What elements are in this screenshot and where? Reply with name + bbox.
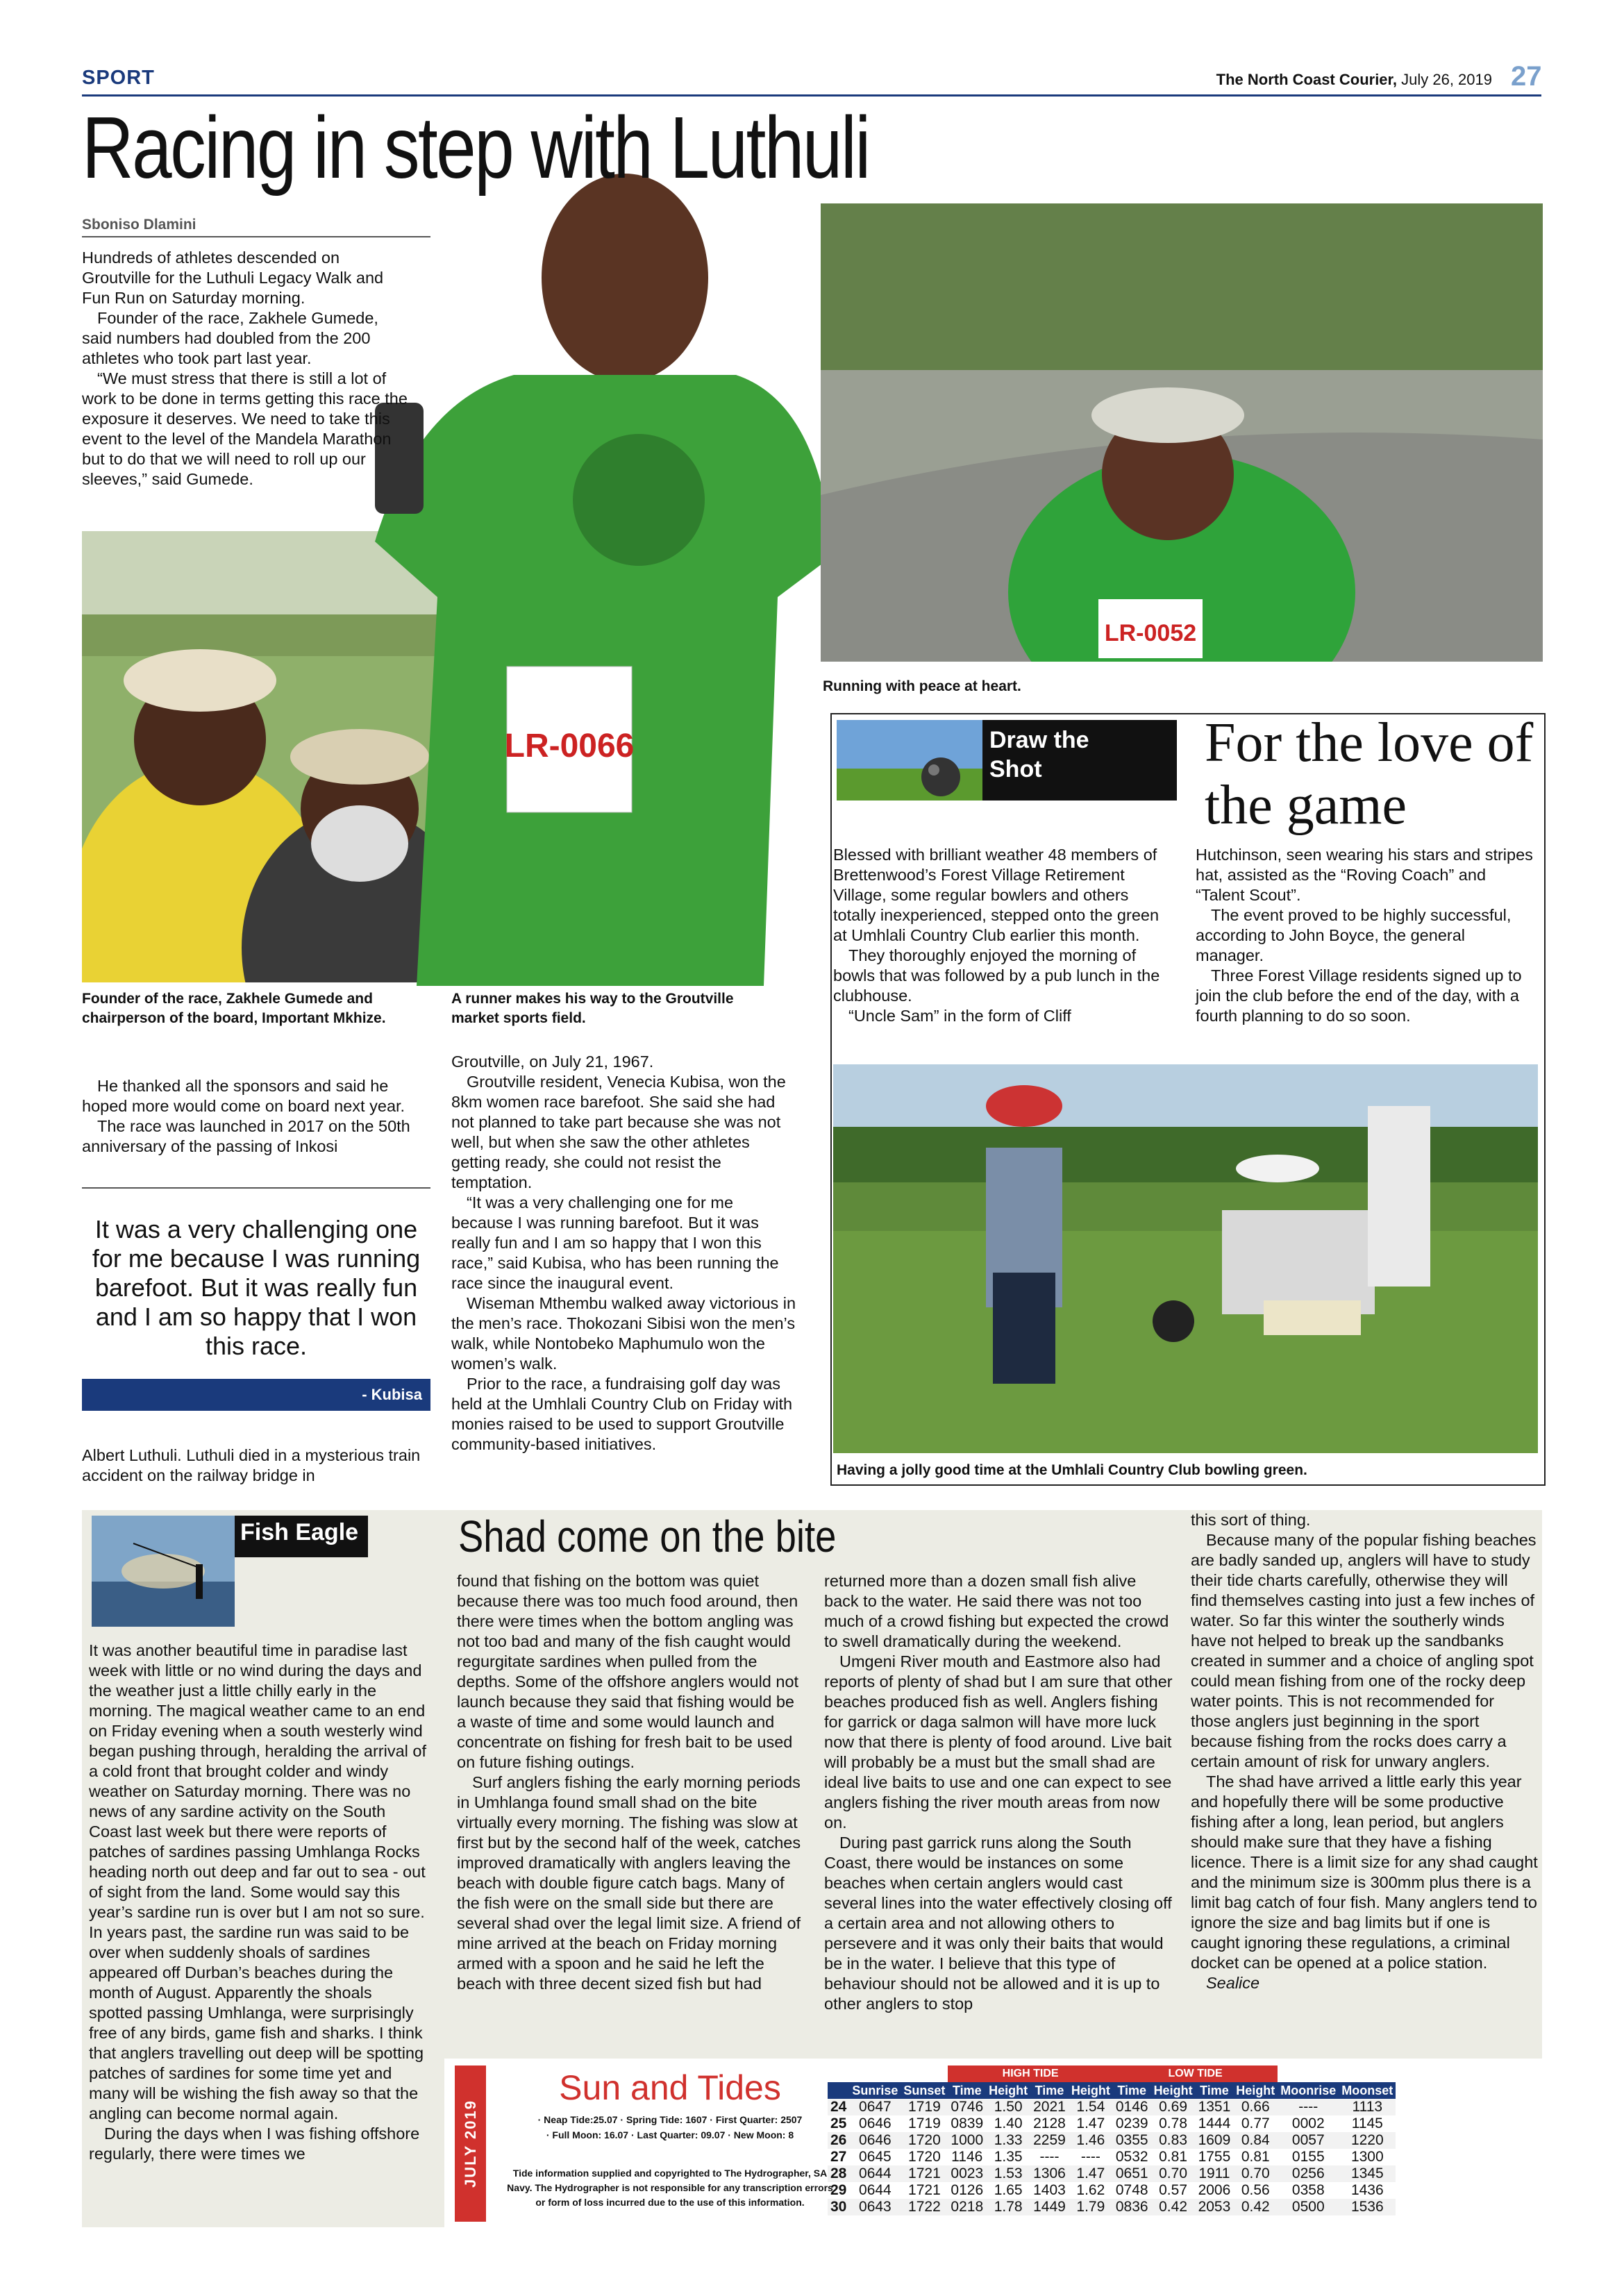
tide-column-header: Time xyxy=(1196,2082,1234,2099)
paragraph: Surf anglers fishing the early morning periods in Umhlanga found small shad on the bite virtually every morning. The fishing was slow at first but by the second half of the week, catches improved dramatically with anglers leaving the beach with double figure catch bags. Many of the fish were on the small side but there are several shad over the legal limit size. A friend of mine arrived at the beach on Friday morning armed with a spoon and he said he left the beach with three decent sized fish but had xyxy=(457,1773,801,1993)
tide-column-header xyxy=(828,2082,849,2099)
paragraph: Blessed with brilliant weather 48 members of Brettenwood’s Forest Village Retirement Village, some regular bowlers and others totally inexperienced, stepped onto the green at Umhlali Country Club earlier this month. xyxy=(833,846,1160,944)
moon-phase-info xyxy=(503,2112,837,2143)
tide-cell: 0.42 xyxy=(1241,2199,1270,2215)
tide-column-header: Height xyxy=(1151,2082,1196,2099)
tide-column-header: Time xyxy=(1030,2082,1069,2099)
tide-cell: 1720 xyxy=(908,2149,941,2165)
tide-cell: 1.47 xyxy=(1076,2115,1105,2131)
tide-cell: 1.62 xyxy=(1076,2182,1105,2198)
tide-cell: 0644 xyxy=(859,2182,891,2198)
tide-cell: 1436 xyxy=(1350,2182,1384,2198)
tide-cell: 0839 xyxy=(951,2115,984,2131)
tide-cell: 30 xyxy=(830,2199,847,2215)
tide-row xyxy=(828,2132,1396,2149)
article-col1-bottom xyxy=(82,1446,429,1486)
tide-cell: 1.40 xyxy=(994,2115,1023,2131)
paragraph: Groutville, on July 21, 1967. xyxy=(451,1053,654,1071)
tide-cell: 2259 xyxy=(1033,2132,1066,2148)
tide-cell: 1444 xyxy=(1198,2115,1231,2131)
tide-cell: 0146 xyxy=(1115,2099,1148,2115)
paragraph: Umgeni River mouth and Eastmore also had reports of plenty of shad but I am sure that other beaches produced fish as well. Anglers fishing for garrick or daga salmon will have more luck now that there is plenty of food around. Live bait will probably be a must but the small shad are ideal live baits to use and one can expect to see anglers fishing the river mouth areas from now on. xyxy=(824,1652,1173,1832)
tide-cell: 1719 xyxy=(908,2099,941,2115)
tide-cell: 0.84 xyxy=(1241,2132,1270,2148)
tide-row xyxy=(828,2165,1396,2182)
tide-cell: 1.53 xyxy=(994,2165,1023,2181)
tide-cell: 0.70 xyxy=(1159,2165,1187,2181)
headline: Racing in step with Luthuli xyxy=(82,99,869,196)
tide-cell: 0.56 xyxy=(1241,2182,1270,2198)
tide-column-header: Moonrise xyxy=(1278,2082,1339,2099)
paragraph: found that fishing on the bottom was quiet because there was too much food around, then there were times when the bottom angling was not too bad and many of the fish caught would regurgitate sardines when pulled from the depths. Some of the offshore anglers would not launch because they said that fishing would be a waste of time and some would launch and concentrate on fishing for fresh bait to be used on future fishing outings. xyxy=(457,1572,799,1771)
paragraph: this sort of thing. xyxy=(1191,1511,1311,1529)
tide-cell: 26 xyxy=(830,2132,847,2148)
tide-cell: ---- xyxy=(1039,2149,1060,2165)
tide-column-header: Time xyxy=(948,2082,986,2099)
tide-cell: 0256 xyxy=(1291,2165,1325,2181)
paragraph: Hundreds of athletes descended on Groutville for the Luthuli Legacy Walk and Fun Run on Saturday morning. xyxy=(82,249,384,307)
tide-column-headers xyxy=(828,2082,1396,2099)
paragraph: They thoroughly enjoyed the morning of bowls that was followed by a pub lunch in the clubhouse. xyxy=(833,946,1160,1005)
tide-cell: 1.65 xyxy=(994,2182,1023,2198)
paragraph: Three Forest Village residents signed up to join the club before the end of the day, with a fourth planning to do so soon. xyxy=(1196,966,1522,1025)
tide-cell: 0126 xyxy=(951,2182,984,2198)
tide-cell: 1609 xyxy=(1198,2132,1231,2148)
tide-column-header: Sunrise xyxy=(849,2082,901,2099)
caption-runner: A runner makes his way to the Groutville market sports field. xyxy=(451,991,734,1026)
tide-cell: 0644 xyxy=(859,2165,891,2181)
tide-column-header: Moonset xyxy=(1339,2082,1396,2099)
tide-cell: 0057 xyxy=(1291,2132,1325,2148)
tide-cell: 1146 xyxy=(951,2149,983,2165)
tide-row xyxy=(828,2115,1396,2132)
tide-cell: 1.47 xyxy=(1076,2165,1105,2181)
woman-runner-photo xyxy=(821,203,1543,662)
tide-cell: 1403 xyxy=(1033,2182,1066,2198)
tide-cell: 0358 xyxy=(1291,2182,1325,2198)
tide-cell: 0746 xyxy=(951,2099,984,2115)
tide-cell: 1.79 xyxy=(1076,2199,1105,2215)
fishing-headline: Shad come on the bite xyxy=(458,1511,837,1561)
tide-cell: 0646 xyxy=(859,2115,891,2131)
paragraph: “It was a very challenging one for me because I was running barefoot. But it was really fun and I am so happy that I won this race,” said Kubisa, who has been running the race since the inaugural event. xyxy=(451,1193,779,1292)
tide-cell: 1.46 xyxy=(1076,2132,1105,2148)
moon-info-line-2: · Full Moon: 16.07 · Last Quarter: 09.07 · New Moon: 8 xyxy=(546,2129,794,2140)
tides-title: Sun and Tides xyxy=(559,2068,781,2107)
paragraph: Founder of the race, Zakhele Gumede, said numbers had doubled from the 200 athletes who took part last year. xyxy=(82,309,378,367)
tide-cell: 0646 xyxy=(859,2132,891,2148)
runner-photo xyxy=(333,111,861,986)
tide-cell: 0.83 xyxy=(1159,2132,1187,2148)
page-number: 27 xyxy=(1511,61,1542,92)
tide-cell: 27 xyxy=(830,2149,847,2165)
tide-column-header: Height xyxy=(986,2082,1030,2099)
tide-row xyxy=(828,2099,1396,2115)
tide-cell: 1911 xyxy=(1198,2165,1230,2181)
paragraph: Hutchinson, seen wearing his stars and stripes hat, assisted as the “Roving Coach” and “Talent Scout”. xyxy=(1196,846,1533,904)
tide-cell: 0532 xyxy=(1115,2149,1148,2165)
tide-cell: 1536 xyxy=(1350,2199,1384,2215)
tide-cell: 0.78 xyxy=(1159,2115,1187,2131)
pull-quote: It was a very challenging one for me because I was running barefoot. But it was really fun and I am so happy that I won this race. xyxy=(92,1215,421,1360)
paragraph: It was another beautiful time in paradise last week with little or no wind during the days and the weather just a little chilly early in the morning. The magical weather came to an end on Friday evening when a south westerly wind began pushing through, heralding the arrival of a cold front that brought colder and windy weather on Saturday morning. There was no news of any sardine activity on the South Coast last week but there were reports of patches of sardines passing Umhlanga Rocks heading north out deep and far out to sea - out of sight from the land. Some would say this year’s sardine run is over but I am not so sure. In years past, the sardine run was said to be over when suddenly shoals of sardines appeared off Durban’s beaches during the month of August. Apparently the shoals spotted passing Umhlanga, were surprisingly free of any birds, game fish and sharks. I think that anglers travelling out deep will be spotting patches of sardines for some time yet and many will be wishing the fish away so that the angling can become normal again. xyxy=(89,1641,427,2122)
tide-cell: 0.70 xyxy=(1241,2165,1270,2181)
section-rule xyxy=(82,94,1541,97)
tide-cell: 0.42 xyxy=(1159,2199,1187,2215)
paragraph: During the days when I was fishing offshore regularly, there were times we xyxy=(89,2125,420,2163)
tide-column-header: Height xyxy=(1233,2082,1278,2099)
tide-cell: 0.57 xyxy=(1159,2182,1187,2198)
tide-cell: 0643 xyxy=(859,2199,891,2215)
fishing-col1 xyxy=(89,1641,429,2164)
paragraph: The event proved to be highly successful, according to John Boyce, the general manager. xyxy=(1196,906,1512,964)
paragraph: Albert Luthuli. Luthuli died in a mysterious train accident on the railway bridge in xyxy=(82,1446,421,1484)
article-col1-mid xyxy=(82,1076,429,1157)
tide-cell: 2128 xyxy=(1033,2115,1066,2131)
tide-cell: 1755 xyxy=(1198,2149,1231,2165)
tide-cell: ---- xyxy=(1298,2099,1319,2115)
tide-cell: 1306 xyxy=(1033,2165,1066,2181)
publication-name: The North Coast Courier, xyxy=(1216,71,1397,88)
byline: Sboniso Dlamini xyxy=(82,217,430,237)
tide-cell: 0836 xyxy=(1115,2199,1148,2215)
tide-cell: 0218 xyxy=(951,2199,984,2215)
tide-cell: 0.66 xyxy=(1241,2099,1270,2115)
tide-cell: 1721 xyxy=(908,2165,941,2181)
tide-column-header: Sunset xyxy=(901,2082,948,2099)
tide-cell: 24 xyxy=(830,2099,847,2115)
tide-cell: 0645 xyxy=(859,2149,891,2165)
svg-text:LR-0066: LR-0066 xyxy=(504,728,635,764)
tide-cell: 1220 xyxy=(1350,2132,1384,2148)
author-signoff: Sealice xyxy=(1206,1974,1260,1992)
tide-cell: 2021 xyxy=(1033,2099,1066,2115)
section-label: SPORT xyxy=(82,67,155,89)
tide-cell: 2053 xyxy=(1198,2199,1231,2215)
fish-eagle-title: Fish Eagle xyxy=(240,1519,359,1545)
tide-cell: 0355 xyxy=(1115,2132,1148,2148)
fishing-col3 xyxy=(824,1571,1175,2014)
caption-founders: Founder of the race, Zakhele Gumede and chairperson of the board, Important Mkhize. xyxy=(82,991,386,1026)
tide-cell: 0651 xyxy=(1115,2165,1148,2181)
tide-cell: 1000 xyxy=(951,2132,984,2148)
tide-cell: 1113 xyxy=(1352,2099,1383,2115)
paragraph: Groutville resident, Venecia Kubisa, won the 8km women race barefoot. She said she had not planned to take part because she was not well, but when she saw the other athletes getting ready, she could not resist the temptation. xyxy=(451,1073,786,1191)
tide-cell: 29 xyxy=(830,2182,847,2198)
tide-cell: 0.81 xyxy=(1241,2149,1270,2165)
paragraph: He thanked all the sponsors and said he hoped more would come on board next year. xyxy=(82,1077,405,1115)
tide-cell: ---- xyxy=(1080,2149,1100,2165)
tide-column-header: Time xyxy=(1113,2082,1151,2099)
caption-woman-runner: Running with peace at heart. xyxy=(823,678,1021,694)
tide-cell: 1720 xyxy=(908,2132,941,2148)
tide-cell: 1721 xyxy=(908,2182,941,2198)
pull-quote-attribution: - Kubisa xyxy=(82,1379,430,1411)
tides-month-tab xyxy=(455,2065,486,2222)
fishing-col4 xyxy=(1191,1510,1538,1993)
article-col1-top xyxy=(82,248,412,489)
tide-row xyxy=(828,2149,1396,2165)
paragraph: Wiseman Mthembu walked away victorious in the men’s race. Thokozani Sibisi won the men’s walk, while Nontobeko Maphumulo won the women’s walk. xyxy=(451,1294,796,1373)
tides-disclaimer: Tide information supplied and copyrighted to The Hydrographer, SA Navy. The Hydrographer is not responsible for any transcription errors or form of loss incurred due to the use of this information. xyxy=(507,2168,833,2208)
tide-cell: 0002 xyxy=(1291,2115,1325,2131)
tide-cell: 0.69 xyxy=(1159,2099,1187,2115)
paragraph: “We must stress that there is still a lot of work to be done in terms getting this race the exposure it deserves. We need to take this event to the level of the Mandela Marathon but to do that we will need to roll up our sleeves,” said Gumede. xyxy=(82,369,408,488)
tide-cell: 0647 xyxy=(859,2099,891,2115)
tide-row xyxy=(828,2199,1396,2215)
tide-row xyxy=(828,2182,1396,2199)
pull-quote-rule xyxy=(82,1187,430,1189)
fish-eagle-logo xyxy=(92,1516,235,1627)
tide-cell: 0748 xyxy=(1115,2182,1148,2198)
tide-cell: 1.50 xyxy=(994,2099,1023,2115)
fishing-col2 xyxy=(457,1571,807,1994)
tide-cell: 1300 xyxy=(1350,2149,1384,2165)
tide-cell: 1351 xyxy=(1198,2099,1231,2115)
tide-cell: 0155 xyxy=(1291,2149,1325,2165)
tide-cell: 1.33 xyxy=(994,2132,1023,2148)
tide-cell: 0239 xyxy=(1115,2115,1148,2131)
tide-column-header: Height xyxy=(1069,2082,1113,2099)
masthead xyxy=(1216,71,1492,89)
issue-date: July 26, 2019 xyxy=(1401,71,1492,88)
tide-cell: 0500 xyxy=(1291,2199,1325,2215)
high-tide-header: HIGH TIDE xyxy=(948,2065,1112,2082)
moon-info-line-1: · Neap Tide:25.07 · Spring Tide: 1607 · First Quarter: 2507 xyxy=(537,2114,803,2125)
tide-cell: 1449 xyxy=(1033,2199,1066,2215)
bowls-caption: Having a jolly good time at the Umhlali Country Club bowling green. xyxy=(837,1462,1307,1478)
paragraph: The shad have arrived a little early this year and hopefully there will be some productive fishing after a long, lean period, but anglers should make sure that they have a fishing licence. There is a limit size for any shad caught and the minimum size is 300mm plus there is a limit bag catch of four fish. Many anglers tend to ignore the size and bag limits but if one is caught ignoring these regulations, a criminal docket can be opened at a police station. xyxy=(1191,1773,1538,1972)
tide-cell: 1.35 xyxy=(994,2149,1023,2165)
tide-table xyxy=(828,2065,1396,2215)
tide-cell: 0.81 xyxy=(1159,2149,1187,2165)
tides-month-label: JULY 2019 xyxy=(462,2100,479,2188)
tide-cell: 0.77 xyxy=(1241,2115,1270,2131)
paragraph: returned more than a dozen small fish alive back to the water. He said there was not too much of a crowd fishing but expected the crowd to swell dramatically during the weekend. xyxy=(824,1572,1169,1650)
bowls-col1 xyxy=(833,845,1173,1026)
tide-cell: 28 xyxy=(830,2165,847,2181)
paragraph: Because many of the popular fishing beaches are badly sanded up, anglers will have to study their tide charts carefully, otherwise they will find themselves casting into just a few inches of water. So far this winter the southerly winds have not helped to break up the sandbanks created in summer and a choice of angling spot could mean fishing from one of the rocky deep water points. This is not recommended for those anglers just beginning in the sport because fishing from the rocks does carry a certain amount of risk for unwary anglers. xyxy=(1191,1531,1537,1770)
tide-cell: 1345 xyxy=(1350,2165,1384,2181)
paragraph: Prior to the race, a fundraising golf day was held at the Umhlali Country Club on Friday with monies raised to be used to support Groutville community-based initiatives. xyxy=(451,1375,793,1453)
low-tide-header: LOW TIDE xyxy=(1113,2065,1278,2082)
tide-cell: 1.54 xyxy=(1076,2099,1105,2115)
tide-cell: 25 xyxy=(830,2115,847,2131)
tide-cell: 1719 xyxy=(908,2115,941,2131)
tide-cell: 0023 xyxy=(951,2165,984,2181)
paragraph: “Uncle Sam” in the form of Cliff xyxy=(848,1007,1071,1025)
bowls-headline: For the love of the game xyxy=(1205,712,1534,836)
svg-text:LR-0052: LR-0052 xyxy=(1104,620,1197,646)
tide-cell: 2006 xyxy=(1198,2182,1231,2198)
tide-rows xyxy=(828,2099,1396,2215)
paragraph: During past garrick runs along the South Coast, there would be instances on some beaches when certain anglers would cast several lines into the water effectively closing off a certain area and not allowing others to persevere and it was only their baits that would be in the water. I believe that this type of behaviour should not be allowed and it is up to other anglers to stop xyxy=(824,1834,1172,2013)
bowls-col2 xyxy=(1196,845,1536,1026)
bowls-photo xyxy=(833,1064,1538,1453)
article-col2 xyxy=(451,1052,798,1455)
tide-cell: 1.78 xyxy=(994,2199,1023,2215)
tide-cell: 1722 xyxy=(908,2199,941,2215)
draw-the-shot-title: Draw the Shot xyxy=(989,727,1089,782)
paragraph: The race was launched in 2017 on the 50th anniversary of the passing of Inkosi xyxy=(82,1117,410,1155)
tide-cell: 1145 xyxy=(1351,2115,1383,2131)
